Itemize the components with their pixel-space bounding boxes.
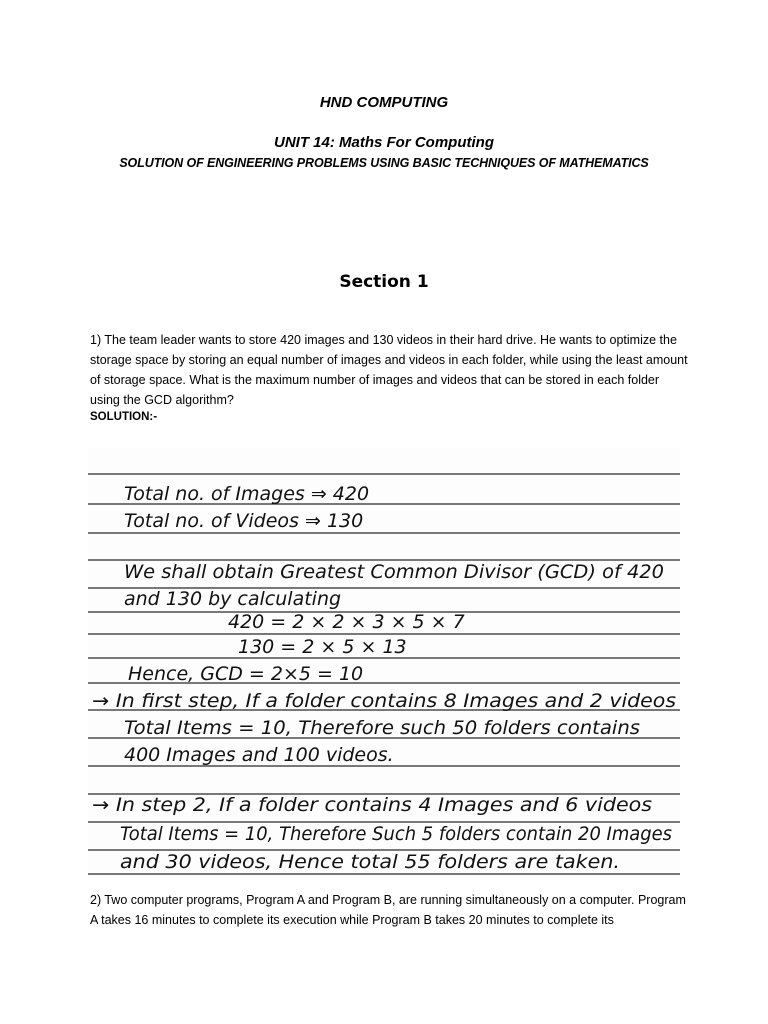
unit-title: UNIT 14: Maths For Computing xyxy=(274,134,494,151)
document-title: HND COMPUTING xyxy=(319,94,449,111)
note-line-8: → In first step, If a folder contains 8 Images and 2 videos xyxy=(92,690,677,712)
note-line-2: Total no. of Videos ⇒ 130 xyxy=(124,510,364,532)
question-1-text: 1) The team leader wants to store 420 images and 130 videos in their hard drive. He wants to optimize the storage space by storing an equal number of images and videos in each folder, while using the least amount of storage space. What is the maximum number of images and videos that can be stored in each folder using the GCD algorithm? xyxy=(90,333,688,407)
note-line-9: Total Items = 10, Therefore such 50 folders contains xyxy=(124,717,641,739)
handwritten-notes-image xyxy=(88,448,680,878)
note-line-11: → In step 2, If a folder contains 4 Images and 6 videos xyxy=(92,794,653,816)
section-heading: Section 1 xyxy=(339,272,429,292)
note-line-13: and 30 videos, Hence total 55 folders are taken. xyxy=(120,851,620,873)
note-line-12: Total Items = 10, Therefore Such 5 folders contain 20 Images xyxy=(120,823,673,845)
note-line-10: 400 Images and 100 videos. xyxy=(124,744,394,766)
solution-label: SOLUTION:- xyxy=(90,411,158,423)
note-line-4: and 130 by calculating xyxy=(124,588,342,610)
note-line-1: Total no. of Images ⇒ 420 xyxy=(124,483,370,505)
question-2-text: 2) Two computer programs, Program A and Program B, are running simultaneously on a computer. Program A takes 16 minutes to complete its execution while Program B takes 20 minutes to complete its xyxy=(90,893,686,927)
unit-subtitle: SOLUTION OF ENGINEERING PROBLEMS USING BASIC TECHNIQUES OF MATHEMATICS xyxy=(119,156,649,170)
note-line-5: 420 = 2 × 2 × 3 × 5 × 7 xyxy=(228,611,465,633)
note-line-6: 130 = 2 × 5 × 13 xyxy=(238,636,407,658)
note-line-3: We shall obtain Greatest Common Divisor (GCD) of 420 xyxy=(124,561,664,583)
notes-paper xyxy=(88,448,680,878)
note-line-7: Hence, GCD = 2×5 = 10 xyxy=(128,663,364,685)
